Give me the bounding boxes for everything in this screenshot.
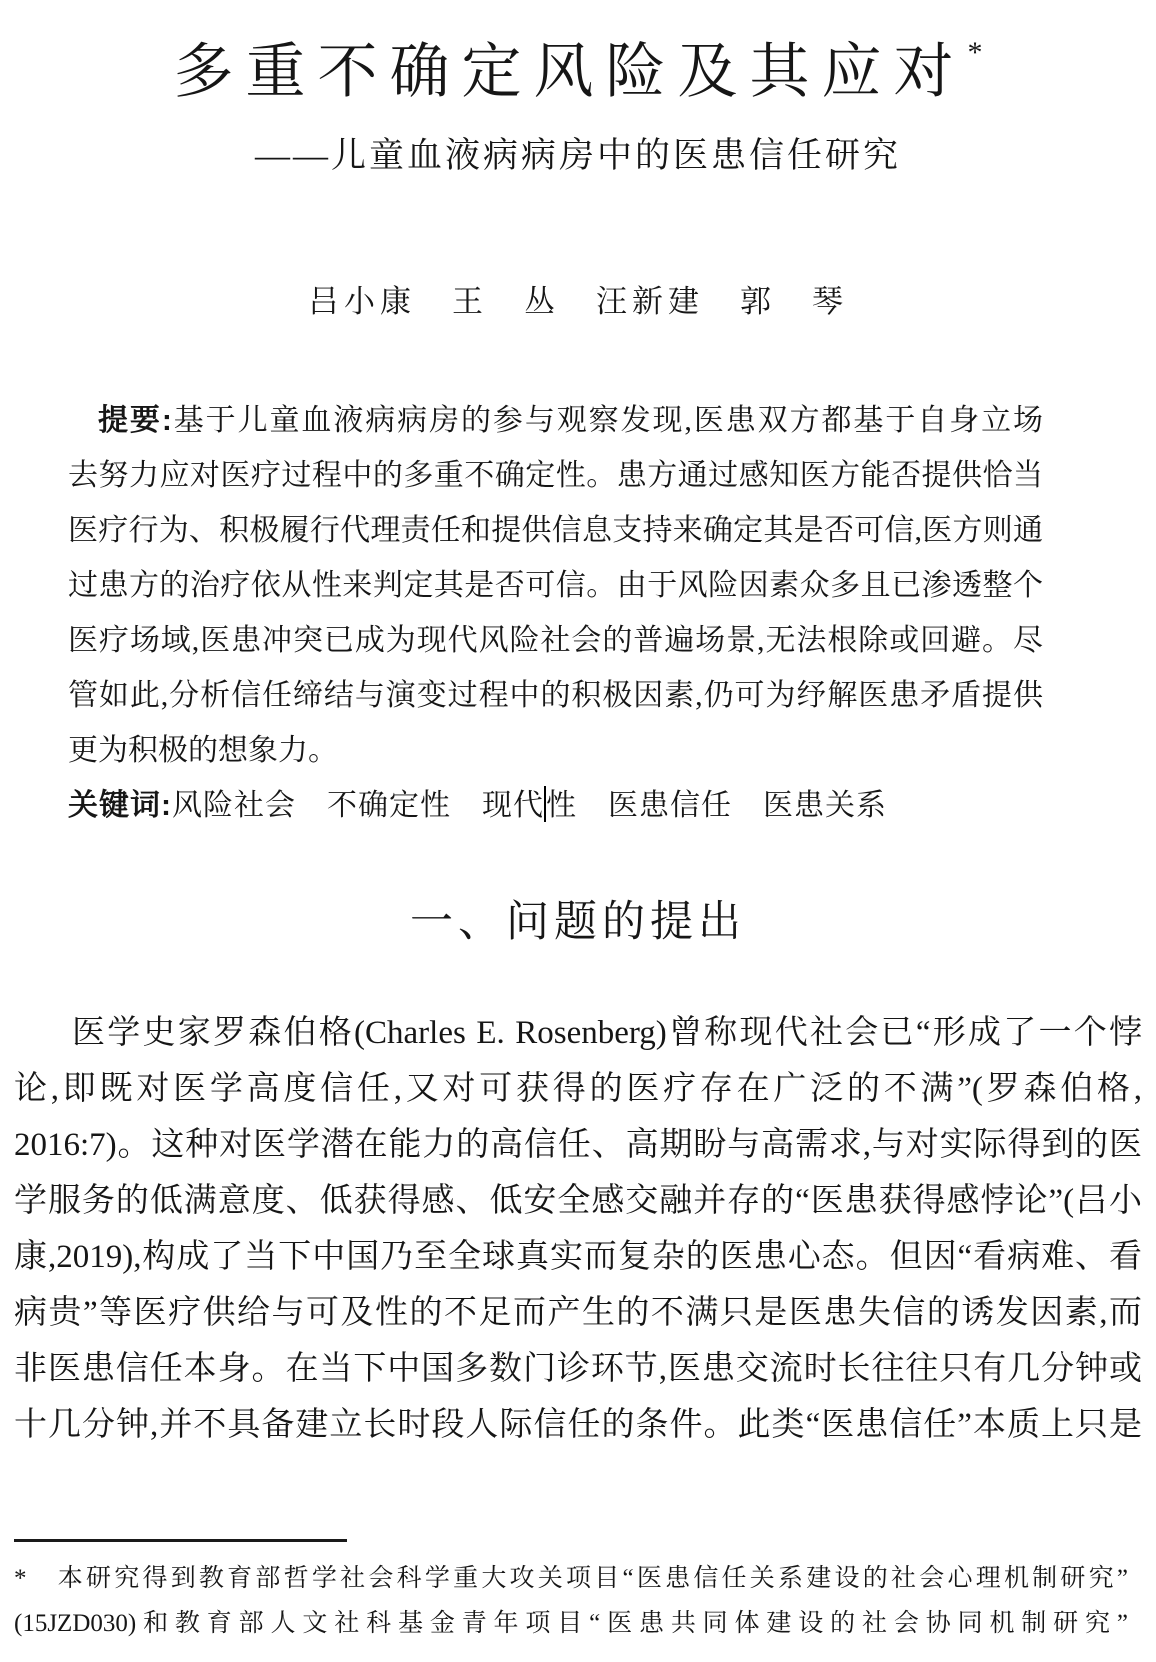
keywords-text-before-cursor: 风险社会 不确定性 现代 (172, 789, 544, 822)
paper-title-text: 多重不确定风险及其应对 (173, 39, 966, 105)
footnote-text: 本研究得到教育部哲学社会科学重大攻关项目“医患信任关系建设的社会心理机制研究” (54, 1565, 1128, 1592)
body-line: 医学史家罗森伯格(Charles E. Rosenberg)曾称现代社会已“形成了一个悖 (72, 1014, 1142, 1051)
keywords-text-after-cursor: 性 医患信任 医患关系 (546, 789, 887, 822)
body-line: 康,2019),构成了当下中国乃至全球真实而复杂的医患心态。但因“看病难、看 (14, 1238, 1142, 1275)
footnote-line: (15JZD030)和教育部人文社科基金青年项目“医患共同体建设的社会协同机制研究” (14, 1610, 1128, 1637)
abstract-block (68, 393, 1043, 778)
body-line: 非医患信任本身。在当下中国多数门诊环节,医患交流时长往往只有几分钟或 (14, 1350, 1142, 1387)
keywords-label: 关键词: (68, 789, 172, 822)
footnote-marker: * (14, 1565, 27, 1592)
body-line: 病贵”等医疗供给与可及性的不足而产生的不满只是医患失信的诱发因素,而 (14, 1294, 1142, 1331)
abstract-line: 医疗行为、积极履行代理责任和提供信息支持来确定其是否可信,医方则通 (68, 514, 1043, 547)
abstract-line: 去努力应对医疗过程中的多重不确定性。患方通过感知医方能否提供恰当 (68, 459, 1043, 492)
authors-line: 吕小康 王 丛 汪新建 郭 琴 (308, 284, 848, 319)
body-line: 论,即既对医学高度信任,又对可获得的医疗存在广泛的不满”(罗森伯格, (14, 1070, 1142, 1107)
abstract-line (68, 393, 1043, 448)
footnote-block (14, 1539, 1128, 1646)
body-line: 学服务的低满意度、低获得感、低安全感交融并存的“医患获得感悖论”(吕小 (14, 1182, 1142, 1219)
abstract-line: 更为积极的想象力。 (68, 734, 338, 767)
footnote-line (14, 1556, 1128, 1601)
abstract-label: 提要: (98, 404, 172, 437)
abstract-text: 基于儿童血液病病房的参与观察发现,医患双方都基于自身立场 (171, 404, 1043, 437)
abstract-line: 过患方的治疗依从性来判定其是否可信。由于风险因素众多且已渗透整个 (68, 569, 1043, 602)
body-line: 十几分钟,并不具备建立长时段人际信任的条件。此类“医患信任”本质上只是 (14, 1406, 1142, 1443)
footnote-separator (14, 1539, 347, 1542)
body-paragraph (14, 1005, 1142, 1453)
title-footnote-marker: * (967, 36, 983, 69)
body-line: 2016:7)。这种对医学潜在能力的高信任、高期盼与高需求,与对实际得到的医 (14, 1126, 1142, 1163)
keywords-line (68, 778, 1043, 833)
section-heading: 一、问题的提出 (410, 899, 746, 946)
abstract-line: 医疗场域,医患冲突已成为现代风险社会的普遍场景,无法根除或回避。尽 (68, 624, 1043, 657)
abstract-line: 管如此,分析信任缔结与演变过程中的积极因素,仍可为纾解医患矛盾提供 (68, 679, 1043, 712)
paper-subtitle: ——儿童血液病病房中的医患信任研究 (254, 136, 901, 175)
paper-title (0, 0, 1156, 110)
